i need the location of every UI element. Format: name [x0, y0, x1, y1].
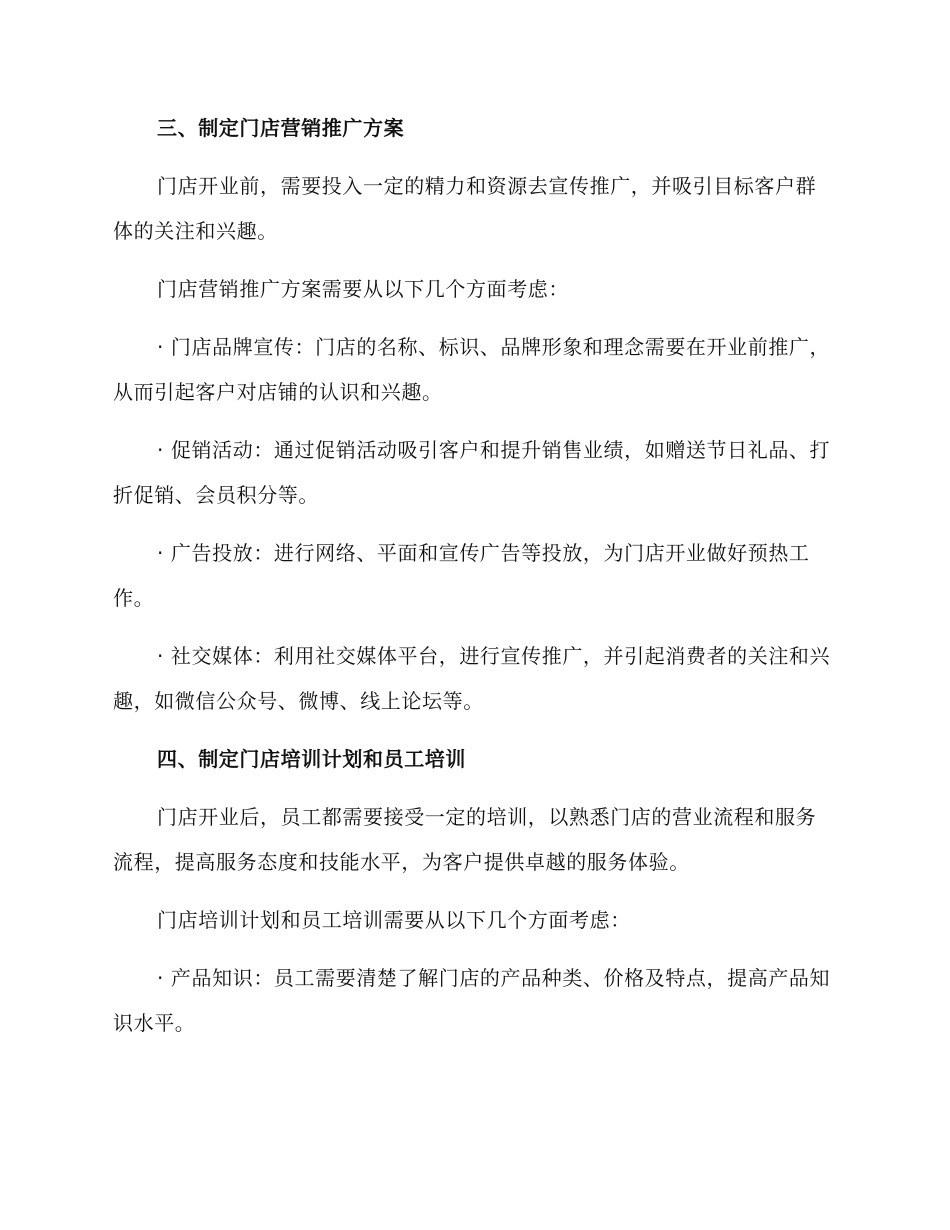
paragraph-training-intro: 门店开业后，员工都需要接受一定的培训，以熟悉门店的营业流程和服务流程，提高服务态度和技能水平，为客户提供卓越的服务体验。 [113, 805, 817, 874]
paragraph-marketing-aspects: 门店营销推广方案需要从以下几个方面考虑： [157, 277, 569, 301]
section-heading-3: 三、制定门店营销推广方案 [157, 116, 405, 140]
paragraph-marketing-intro: 门店开业前，需要投入一定的精力和资源去宣传推广，并吸引目标客户群体的关注和兴趣。 [113, 174, 817, 243]
bullet-promotions: · 促销活动：通过促销活动吸引客户和提升销售业绩，如赠送节日礼品、打折促销、会员积分等。 [113, 438, 831, 507]
bullet-product-knowledge: · 产品知识：员工需要清楚了解门店的产品种类、价格及特点，提高产品知识水平。 [113, 966, 831, 1035]
section-heading-4: 四、制定门店培训计划和员工培训 [157, 747, 466, 771]
bullet-social-media: · 社交媒体：利用社交媒体平台，进行宣传推广，并引起消费者的关注和兴趣，如微信公众号、微博、线上论坛等。 [113, 644, 831, 713]
paragraph-training-aspects: 门店培训计划和员工培训需要从以下几个方面考虑： [157, 908, 631, 932]
bullet-advertising: · 广告投放：进行网络、平面和宣传广告等投放，为门店开业做好预热工作。 [113, 541, 810, 610]
bullet-brand-promotion: · 门店品牌宣传：门店的名称、标识、品牌形象和理念需要在开业前推广，从而引起客户对店铺的认识和兴趣。 [113, 335, 831, 404]
document-body [113, 106, 833, 1059]
